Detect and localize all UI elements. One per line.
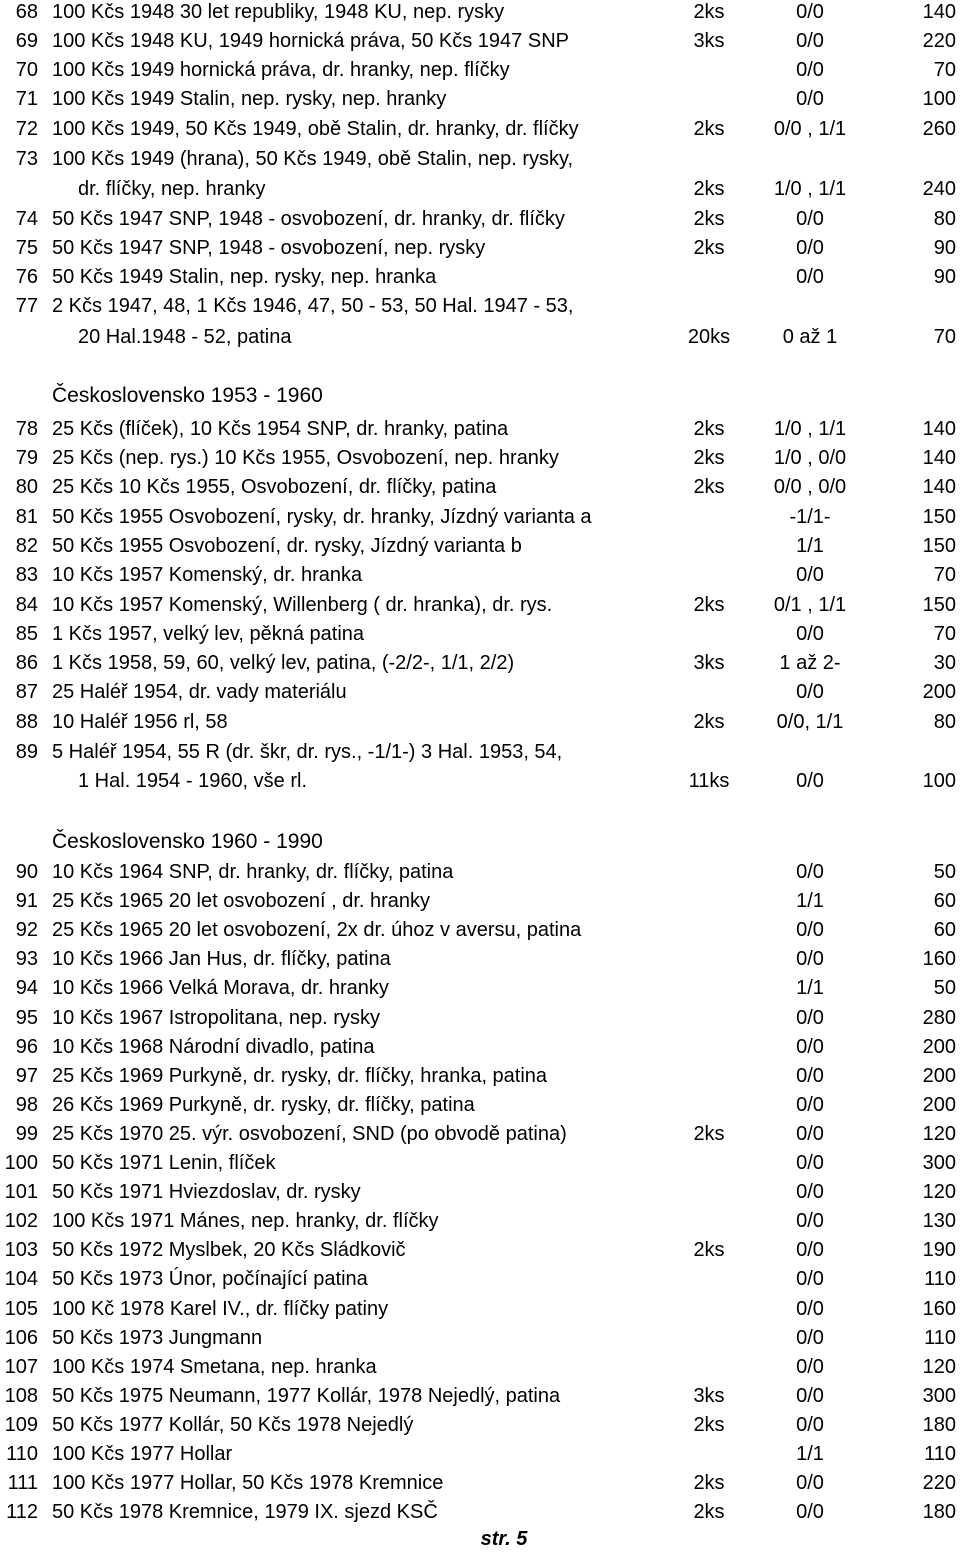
catalog-row [0, 84, 960, 114]
item-number: 97 [15, 1065, 38, 1087]
item-description: 10 Kčs 1966 Velká Morava, dr. hranky [52, 977, 389, 999]
item-number: 88 [15, 711, 38, 733]
item-price: 150 [922, 506, 956, 528]
item-number: 96 [15, 1036, 38, 1058]
item-description: 10 Haléř 1956 rl, 58 [52, 711, 228, 733]
item-grade: 0/0 [796, 1036, 824, 1058]
item-price: 70 [933, 564, 956, 586]
item-description: 20 Hal.1948 - 52, patina [78, 326, 292, 348]
item-number: 69 [15, 30, 38, 52]
item-price: 200 [922, 681, 956, 703]
item-grade: 0/0 [796, 30, 824, 52]
item-description: 25 Kčs 10 Kčs 1955, Osvobození, dr. flíčky, patina [52, 476, 497, 498]
item-price: 120 [922, 1181, 956, 1203]
catalog-row [0, 1468, 960, 1498]
item-number: 93 [15, 948, 38, 970]
item-number: 95 [15, 1007, 38, 1029]
catalog-row [0, 233, 960, 263]
item-number: 108 [4, 1385, 38, 1407]
item-number: 105 [4, 1298, 38, 1320]
item-grade: 1/0 , 0/0 [773, 447, 847, 469]
item-price: 140 [922, 1, 956, 23]
item-description: 10 Kčs 1957 Komenský, dr. hranka [52, 564, 363, 586]
item-number: 91 [15, 890, 38, 912]
item-price: 220 [922, 1472, 956, 1494]
item-number: 76 [15, 266, 38, 288]
catalog-row [0, 472, 960, 502]
catalog-row [0, 114, 960, 144]
item-number: 72 [15, 118, 38, 140]
item-number: 104 [4, 1268, 38, 1290]
catalog-row [0, 26, 960, 56]
item-grade: 0/0 [796, 1327, 824, 1349]
item-price: 70 [933, 326, 956, 348]
item-number: 73 [15, 148, 38, 170]
item-quantity: 2ks [693, 1501, 725, 1523]
item-price: 220 [922, 30, 956, 52]
item-description: 50 Kčs 1977 Kollár, 50 Kčs 1978 Nejedlý [52, 1414, 414, 1436]
item-price: 90 [933, 266, 956, 288]
catalog-row [0, 144, 960, 174]
item-number: 79 [15, 447, 38, 469]
item-quantity: 2ks [693, 594, 725, 616]
item-price: 300 [922, 1152, 956, 1174]
item-grade: 0/0 [796, 208, 824, 230]
item-number: 70 [15, 59, 38, 81]
item-quantity: 2ks [693, 1, 725, 23]
item-quantity: 3ks [693, 1385, 725, 1407]
item-number: 82 [15, 535, 38, 557]
item-price: 110 [924, 1268, 956, 1290]
item-grade: 0/0 [796, 948, 824, 970]
item-grade: 1/1 [796, 977, 824, 999]
catalog-row [0, 1439, 960, 1469]
item-price: 70 [933, 623, 956, 645]
item-grade: 0/0 [796, 1152, 824, 1174]
item-grade: 0/1 , 1/1 [773, 594, 847, 616]
item-number: 100 [4, 1152, 38, 1174]
item-quantity: 2ks [693, 711, 725, 733]
item-quantity: 2ks [693, 476, 725, 498]
item-price: 70 [933, 59, 956, 81]
item-grade: 1/0 , 1/1 [773, 418, 847, 440]
item-grade: 0/0 [796, 266, 824, 288]
item-grade: 0/0 [796, 1181, 824, 1203]
item-price: 100 [922, 770, 956, 792]
item-description: 50 Kčs 1955 Osvobození, dr. rysky, Jízdný varianta b [52, 535, 522, 557]
item-description: 10 Kčs 1964 SNP, dr. hranky, dr. flíčky, patina [52, 861, 454, 883]
item-description: 100 Kčs 1977 Hollar [52, 1443, 233, 1465]
item-description: 25 Kčs 1965 20 let osvobození, 2x dr. úhoz v aversu, patina [52, 919, 582, 941]
item-number: 107 [4, 1356, 38, 1378]
item-price: 120 [922, 1356, 956, 1378]
item-description: 50 Kčs 1971 Hviezdoslav, dr. rysky [52, 1181, 361, 1203]
item-quantity: 3ks [693, 30, 725, 52]
item-number: 94 [15, 977, 38, 999]
item-quantity: 2ks [693, 1123, 725, 1145]
item-price: 200 [922, 1036, 956, 1058]
item-grade: 0/0 [796, 861, 824, 883]
catalog-row [0, 1177, 960, 1207]
catalog-row [0, 915, 960, 945]
item-grade: 0/0 [796, 59, 824, 81]
catalog-row [0, 677, 960, 707]
item-description: 50 Kčs 1971 Lenin, flíček [52, 1152, 276, 1174]
catalog-row [0, 502, 960, 532]
item-price: 240 [922, 178, 956, 200]
item-number: 74 [15, 208, 38, 230]
catalog-row [0, 1497, 960, 1527]
catalog-row [0, 1235, 960, 1265]
item-price: 130 [922, 1210, 956, 1232]
item-grade: 0/0 [796, 681, 824, 703]
item-price: 90 [933, 237, 956, 259]
item-description: 25 Kčs 1970 25. výr. osvobození, SND (po obvodě patina) [52, 1123, 567, 1145]
item-description: 100 Kčs 1949 (hrana), 50 Kčs 1949, obě Stalin, nep. rysky, [52, 148, 574, 170]
catalog-row [0, 560, 960, 590]
catalog-row [0, 531, 960, 561]
item-quantity: 3ks [693, 652, 725, 674]
item-number: 80 [15, 476, 38, 498]
item-grade: 0/0 [796, 1268, 824, 1290]
catalog-row [0, 443, 960, 473]
item-grade: 1/1 [796, 535, 824, 557]
item-price: 140 [922, 476, 956, 498]
catalog-row [0, 1148, 960, 1178]
item-price: 80 [933, 711, 956, 733]
item-number: 111 [7, 1472, 38, 1494]
item-number: 77 [15, 295, 38, 317]
item-description: 1 Kčs 1958, 59, 60, velký lev, patina, (-2/2-, 1/1, 2/2) [52, 652, 515, 674]
catalog-row [0, 1206, 960, 1236]
catalog-row [0, 204, 960, 234]
catalog-row [0, 944, 960, 974]
item-description: 50 Kčs 1955 Osvobození, rysky, dr. hranky, Jízdný varianta a [52, 506, 592, 528]
section-heading-1953-1960: Československo 1953 - 1960 [52, 384, 323, 407]
item-price: 110 [924, 1327, 956, 1349]
item-grade: 0/0 [796, 770, 824, 792]
item-number: 81 [15, 506, 38, 528]
item-number: 99 [15, 1123, 38, 1145]
item-grade: 0/0 [796, 623, 824, 645]
item-description: 100 Kčs 1977 Hollar, 50 Kčs 1978 Kremnice [52, 1472, 444, 1494]
item-grade: 0/0 , 0/0 [773, 476, 847, 498]
item-description: 25 Haléř 1954, dr. vady materiálu [52, 681, 347, 703]
item-number: 75 [15, 237, 38, 259]
item-number: 87 [15, 681, 38, 703]
catalog-row [0, 1003, 960, 1033]
catalog-row [0, 619, 960, 649]
item-description: 10 Kčs 1966 Jan Hus, dr. flíčky, patina [52, 948, 391, 970]
item-description: 100 Kčs 1949 hornická práva, dr. hranky, nep. flíčky [52, 59, 510, 81]
item-grade: 0/0 [796, 1065, 824, 1087]
item-description: 25 Kčs (nep. rys.) 10 Kčs 1955, Osvobození, nep. hranky [52, 447, 559, 469]
catalog-row [0, 1061, 960, 1091]
item-quantity: 2ks [693, 447, 725, 469]
item-price: 60 [933, 890, 956, 912]
item-grade: 0/0 [796, 1385, 824, 1407]
catalog-row [0, 766, 960, 796]
item-grade: 0/0 [796, 1, 824, 23]
catalog-row [0, 857, 960, 887]
item-price: 190 [922, 1239, 956, 1261]
catalog-row [0, 174, 960, 204]
item-number: 106 [4, 1327, 38, 1349]
item-number: 89 [15, 741, 38, 763]
item-description: 50 Kčs 1973 Únor, počínající patina [52, 1268, 368, 1290]
item-description: 100 Kčs 1974 Smetana, nep. hranka [52, 1356, 377, 1378]
catalog-row [0, 291, 960, 321]
catalog-row [0, 737, 960, 767]
item-grade: 1 až 2- [779, 652, 841, 674]
item-quantity: 2ks [693, 1472, 725, 1494]
item-grade: 0/0 [796, 1123, 824, 1145]
item-quantity: 2ks [693, 418, 725, 440]
item-grade: -1/1- [789, 506, 831, 528]
catalog-row [0, 1323, 960, 1353]
item-grade: 0/0, 1/1 [776, 711, 844, 733]
item-description: 50 Kčs 1949 Stalin, nep. rysky, nep. hranka [52, 266, 437, 288]
item-number: 85 [15, 623, 38, 645]
item-price: 150 [922, 535, 956, 557]
item-number: 71 [15, 88, 38, 110]
item-grade: 0/0 [796, 1094, 824, 1116]
item-number: 78 [15, 418, 38, 440]
item-quantity: 2ks [693, 178, 725, 200]
item-description: 2 Kčs 1947, 48, 1 Kčs 1946, 47, 50 - 53, 50 Hal. 1947 - 53, [52, 295, 574, 317]
item-price: 60 [933, 919, 956, 941]
item-price: 30 [933, 652, 956, 674]
catalog-row [0, 973, 960, 1003]
item-price: 180 [922, 1501, 956, 1523]
item-price: 260 [922, 118, 956, 140]
item-number: 101 [4, 1181, 38, 1203]
item-description: 100 Kčs 1949 Stalin, nep. rysky, nep. hranky [52, 88, 447, 110]
item-description: 100 Kčs 1948 30 let republiky, 1948 KU, nep. rysky [52, 1, 505, 23]
item-number: 102 [4, 1210, 38, 1232]
catalog-row [0, 886, 960, 916]
item-grade: 0/0 [796, 1472, 824, 1494]
catalog-row [0, 1119, 960, 1149]
item-description: 10 Kčs 1968 Národní divadlo, patina [52, 1036, 375, 1058]
item-description: 50 Kčs 1978 Kremnice, 1979 IX. sjezd KSČ [52, 1501, 438, 1523]
item-price: 50 [933, 977, 956, 999]
item-price: 140 [922, 418, 956, 440]
item-description: 50 Kčs 1947 SNP, 1948 - osvobození, dr. hranky, dr. flíčky [52, 208, 565, 230]
item-description: 50 Kčs 1975 Neumann, 1977 Kollár, 1978 Nejedlý, patina [52, 1385, 561, 1407]
catalog-row [0, 1381, 960, 1411]
item-number: 90 [15, 861, 38, 883]
section-heading-1960-1990: Československo 1960 - 1990 [52, 830, 323, 853]
item-description: 100 Kč 1978 Karel IV., dr. flíčky patiny [52, 1298, 389, 1320]
catalog-row [0, 1264, 960, 1294]
item-price: 280 [922, 1007, 956, 1029]
item-grade: 0/0 [796, 1414, 824, 1436]
item-price: 150 [922, 594, 956, 616]
item-description: dr. flíčky, nep. hranky [78, 178, 266, 200]
item-quantity: 2ks [693, 118, 725, 140]
catalog-row [0, 1032, 960, 1062]
item-number: 103 [4, 1239, 38, 1261]
item-number: 92 [15, 919, 38, 941]
item-quantity: 2ks [693, 237, 725, 259]
item-number: 110 [6, 1443, 38, 1465]
page-number [0, 1524, 960, 1554]
catalog-row [0, 648, 960, 678]
item-grade: 0/0 [796, 1239, 824, 1261]
item-grade: 1/1 [796, 1443, 824, 1465]
item-quantity: 11ks [688, 770, 730, 792]
catalog-row [0, 707, 960, 737]
item-price: 200 [922, 1094, 956, 1116]
item-description: 10 Kčs 1957 Komenský, Willenberg ( dr. hranka), dr. rys. [52, 594, 553, 616]
item-description: 26 Kčs 1969 Purkyně, dr. rysky, dr. flíčky, patina [52, 1094, 475, 1116]
item-number: 98 [15, 1094, 38, 1116]
item-price: 300 [922, 1385, 956, 1407]
item-grade: 0/0 [796, 1007, 824, 1029]
item-description: 1 Kčs 1957, velký lev, pěkná patina [52, 623, 365, 645]
item-grade: 0/0 [796, 237, 824, 259]
item-grade: 0 až 1 [782, 326, 838, 348]
item-price: 100 [922, 88, 956, 110]
item-price: 160 [922, 948, 956, 970]
item-price: 120 [922, 1123, 956, 1145]
item-price: 160 [922, 1298, 956, 1320]
item-price: 50 [933, 861, 956, 883]
catalog-row [0, 1352, 960, 1382]
catalog-row [0, 322, 960, 352]
item-description: 100 Kčs 1948 KU, 1949 hornická práva, 50 Kčs 1947 SNP [52, 30, 569, 52]
catalog-row [0, 0, 960, 27]
catalog-row [0, 55, 960, 85]
item-number: 83 [15, 564, 38, 586]
item-price: 80 [933, 208, 956, 230]
item-description: 25 Kčs 1969 Purkyně, dr. rysky, dr. flíčky, hranka, patina [52, 1065, 548, 1087]
item-number: 109 [4, 1414, 38, 1436]
item-grade: 0/0 [796, 88, 824, 110]
page-number-text: str. 5 [480, 1528, 528, 1550]
item-description: 25 Kčs 1965 20 let osvobození , dr. hranky [52, 890, 431, 912]
item-description: 50 Kčs 1947 SNP, 1948 - osvobození, nep. rysky [52, 237, 486, 259]
item-description: 100 Kčs 1971 Mánes, nep. hranky, dr. flíčky [52, 1210, 439, 1232]
item-quantity: 2ks [693, 208, 725, 230]
item-grade: 0/0 [796, 1210, 824, 1232]
item-grade: 0/0 [796, 1356, 824, 1378]
item-grade: 1/1 [796, 890, 824, 912]
item-grade: 1/0 , 1/1 [773, 178, 847, 200]
item-grade: 0/0 , 1/1 [773, 118, 847, 140]
catalog-row [0, 414, 960, 444]
item-quantity: 2ks [693, 1414, 725, 1436]
catalog-row [0, 1410, 960, 1440]
catalog-row [0, 262, 960, 292]
item-description: 25 Kčs (flíček), 10 Kčs 1954 SNP, dr. hranky, patina [52, 418, 509, 440]
catalog-row [0, 1294, 960, 1324]
item-description: 5 Haléř 1954, 55 R (dr. škr, dr. rys., -1/1-) 3 Hal. 1953, 54, [52, 741, 563, 763]
item-price: 140 [922, 447, 956, 469]
item-grade: 0/0 [796, 919, 824, 941]
item-grade: 0/0 [796, 1501, 824, 1523]
item-price: 200 [922, 1065, 956, 1087]
item-number: 112 [6, 1501, 38, 1523]
item-quantity: 2ks [693, 1239, 725, 1261]
item-grade: 0/0 [796, 564, 824, 586]
item-description: 1 Hal. 1954 - 1960, vše rl. [78, 770, 308, 792]
item-number: 84 [15, 594, 38, 616]
item-grade: 0/0 [796, 1298, 824, 1320]
item-quantity: 20ks [687, 326, 731, 348]
item-description: 50 Kčs 1973 Jungmann [52, 1327, 263, 1349]
item-number: 68 [15, 1, 38, 23]
item-number: 86 [15, 652, 38, 674]
item-description: 50 Kčs 1972 Myslbek, 20 Kčs Sládkovič [52, 1239, 406, 1261]
item-price: 180 [922, 1414, 956, 1436]
catalog-row [0, 590, 960, 620]
item-description: 10 Kčs 1967 Istropolitana, nep. rysky [52, 1007, 380, 1029]
catalog-row [0, 1090, 960, 1120]
item-description: 100 Kčs 1949, 50 Kčs 1949, obě Stalin, dr. hranky, dr. flíčky [52, 118, 579, 140]
item-price: 110 [924, 1443, 956, 1465]
